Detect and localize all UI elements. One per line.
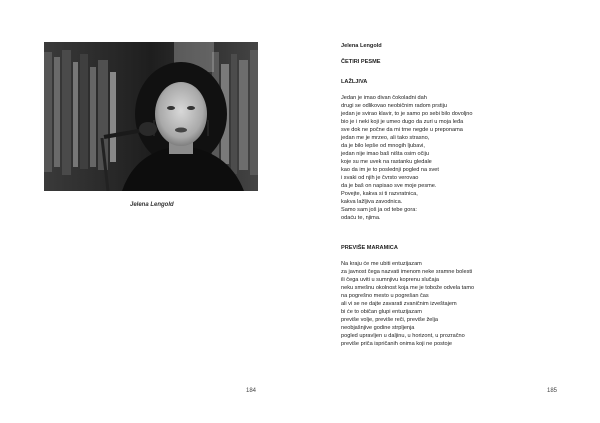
poem-line: jedan me je mrzeo, ali tako strasno, bbox=[341, 135, 430, 141]
author-photo bbox=[44, 42, 258, 191]
poem-line: Samo sam još ja od tebe gora: bbox=[341, 207, 417, 213]
poem-line: Povejte, kakva si ti razvratnica, bbox=[341, 191, 418, 197]
poem-line: Jedan je imao divan čokoladni dah bbox=[341, 95, 427, 101]
page-number-left: 184 bbox=[246, 388, 257, 394]
poem-body-1 bbox=[341, 94, 571, 222]
poem-title-2: PREVIŠE MARAMICA bbox=[341, 245, 398, 251]
poem-body-2 bbox=[341, 260, 571, 348]
poem-line: jedan nije imao baš ništa osim očiju bbox=[341, 151, 429, 157]
poem-line: odaću te, njima. bbox=[341, 215, 381, 221]
poem-line: ili čega uviti u sumnjivu koprenu slučaja bbox=[341, 277, 439, 283]
poem-line: previše priča ispričanih onima koji ne postoje bbox=[341, 341, 452, 347]
section-title: ČETIRI PESME bbox=[341, 59, 381, 65]
poem-line: previše volje, previše reči, previše želja bbox=[341, 317, 438, 323]
poem-line: da je bilo lepše od mnogih ljubavi, bbox=[341, 143, 425, 149]
poem-line: koje su me uvek na rastanku gledale bbox=[341, 159, 432, 165]
poem-line: kakva lažljiva zavodnica. bbox=[341, 199, 403, 205]
author-photo-image bbox=[44, 42, 258, 191]
poem-line: neobjašnjive godine strpljenja bbox=[341, 325, 415, 331]
poem-line: da je baš on napisao sve moje pesme. bbox=[341, 183, 437, 189]
text-column bbox=[341, 42, 571, 348]
poem-line: drugi se odlikovao neobičnim radom prstiju bbox=[341, 103, 448, 109]
photo-caption: Jelena Lengold bbox=[130, 202, 174, 208]
author-name: Jelena Lengold bbox=[341, 43, 382, 49]
page-number-right: 185 bbox=[547, 388, 558, 394]
poem-line: za javnost čega nazvati imenom neke sramne bolesti bbox=[341, 269, 473, 275]
poem-line: pogled upravljen u daljinu, u horizont, u prozračno bbox=[341, 333, 465, 339]
poem-line: jedan je svirao klavir, to je samo po sebi bilo dovoljno bbox=[341, 111, 473, 117]
poem-line: sve dok ne počne da mi trne negde u preponama bbox=[341, 127, 463, 133]
poem-line: Na kraju će me ubiti entuzijazam bbox=[341, 261, 422, 267]
poem-line: i svaki od njih je čvrsto verovao bbox=[341, 175, 419, 181]
poem-title-1: LAŽLJIVA bbox=[341, 79, 368, 85]
poem-line: na pogrešno mesto u pogrešan čas bbox=[341, 293, 429, 299]
poem-line: ali vi se ne dajte zavarati zvaničnim izveštajem bbox=[341, 301, 457, 307]
poem-line: kao da im je to poslednji pogled na svet bbox=[341, 167, 439, 173]
poem-line: bi će to običan glupi entuzijazam bbox=[341, 309, 422, 315]
poem-line: bio je i neki koji je umeo dugo da zuri u moja leđa bbox=[341, 119, 464, 125]
poem-line: neku smešnu okolnost koja me je tobože odvela tamo bbox=[341, 285, 475, 291]
